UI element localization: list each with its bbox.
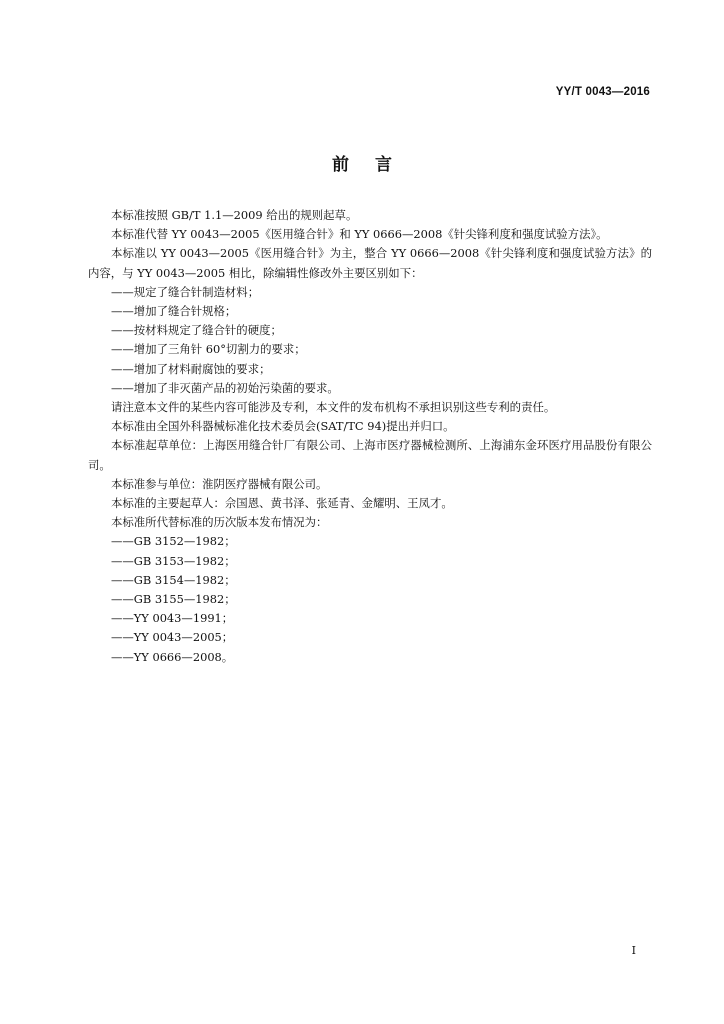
list-item: ——GB 3155—1982；	[111, 592, 236, 607]
standard-code: YY/T 0043—2016	[555, 86, 650, 98]
list-item: ——YY 0043—1991；	[111, 611, 234, 626]
list-item: ——YY 0666—2008。	[111, 649, 234, 664]
document-body	[88, 206, 652, 667]
list-item: ——增加了缝合针规格；	[111, 304, 237, 319]
paragraph: 请注意本文件的某些内容可能涉及专利，本文件的发布机构不承担识别这些专利的责任。	[111, 400, 556, 415]
list-item: ——GB 3153—1982；	[111, 553, 236, 568]
paragraph: 本标准所代替标准的历次版本发布情况为：	[111, 515, 328, 530]
paragraph: 本标准起草单位：上海医用缝合针厂有限公司、上海市医疗器械检测所、上海浦东金环医疗用品股份有限公司。	[88, 438, 652, 472]
paragraph: 本标准参与单位：淮阴医疗器械有限公司。	[111, 476, 328, 491]
paragraph: 本标准的主要起草人：佘国恩、黄书泽、张延青、金耀明、王凤才。	[111, 496, 453, 511]
list-item: ——增加了非灭菌产品的初始污染菌的要求。	[111, 380, 339, 395]
list-item: ——GB 3152—1982；	[111, 534, 236, 549]
list-item: ——增加了材料耐腐蚀的要求；	[111, 361, 271, 376]
list-item: ——规定了缝合针制造材料；	[111, 284, 260, 299]
page-number: I	[631, 944, 636, 957]
paragraph: 本标准代替 YY 0043—2005《医用缝合针》和 YY 0666—2008《针尖锋利度和强度试验方法》。	[111, 227, 608, 242]
list-item: ——YY 0043—2005；	[111, 630, 234, 645]
page-title: 前言	[332, 155, 418, 175]
history-list	[88, 532, 652, 666]
paragraph: 本标准由全国外科器械标准化技术委员会(SAT/TC 94)提出并归口。	[111, 419, 455, 434]
list-item: ——GB 3154—1982；	[111, 572, 236, 587]
paragraph: 本标准以 YY 0043—2005《医用缝合针》为主，整合 YY 0666—2008《针尖锋利度和强度试验方法》的内容，与 YY 0043—2005 相比，除编辑性修改外主要区别如下：	[88, 246, 652, 280]
list-item: ——按材料规定了缝合针的硬度；	[111, 323, 282, 338]
paragraph: 本标准按照 GB/T 1.1—2009 给出的规则起草。	[111, 208, 358, 222]
list-item: ——增加了三角针 60°切割力的要求；	[111, 342, 306, 357]
changes-list	[88, 283, 652, 398]
